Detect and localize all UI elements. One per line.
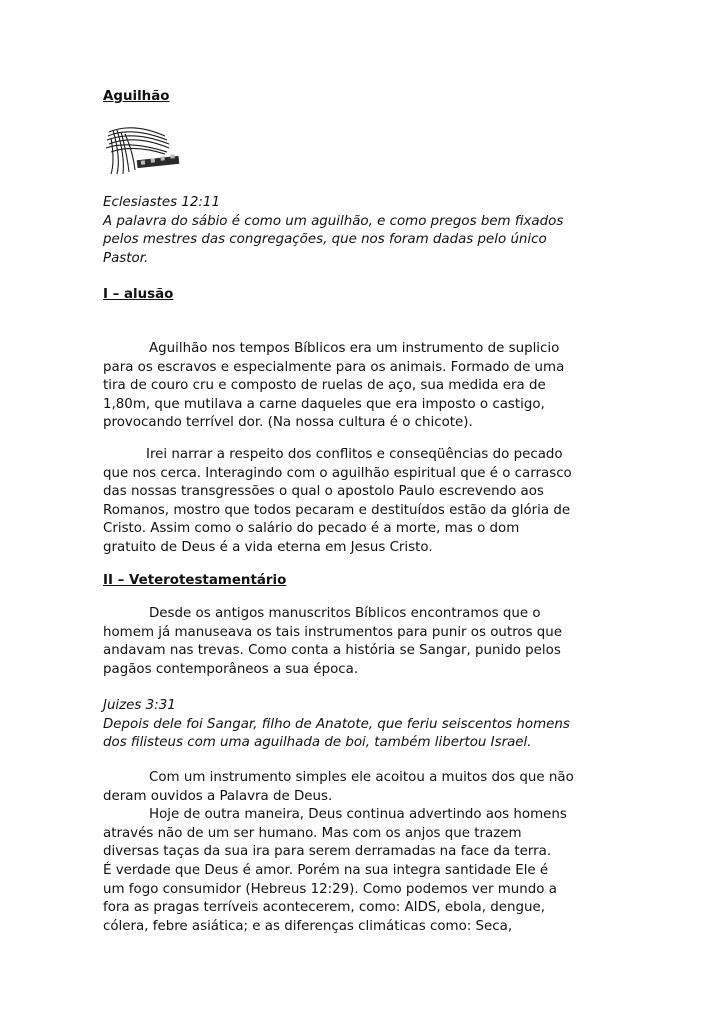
verse-line: pelos mestres das congregações, que nos foram dadas pelo único — [103, 232, 547, 248]
whip-goad-picture — [103, 118, 183, 178]
paragraph-line: Cristo. Assim como o salário do pecado é a morte, mas o dom — [103, 521, 520, 537]
paragraph-line: pagãos contemporâneos a sua época. — [103, 661, 359, 677]
paragraph-line: tira de couro cru e composto de ruelas de aço, sua medida era de — [103, 378, 546, 394]
paragraph — [103, 605, 623, 679]
paragraph-line: através não de um ser humano. Mas com os anjos que trazem — [103, 825, 522, 841]
paragraph-line: diversas taças da sua ira para serem derramadas na face da terra. — [103, 844, 552, 860]
paragraph-line: 1,80m, que mutilava a carne daqueles que era imposto o castigo, — [103, 396, 545, 412]
paragraph-line: homem já manuseava os tais instrumentos para punir os outros que — [103, 624, 563, 640]
paragraph-line: deram ouvidos a Palavra de Deus. — [103, 788, 333, 804]
paragraph-line: Irei narrar a respeito dos conflitos e conseqüências do pecado — [146, 447, 563, 462]
paragraph-line: cólera, febre asiática; e as diferenças climáticas como: Seca, — [103, 918, 513, 934]
verse-line: A palavra do sábio é como um aguilhão, e como pregos bem fixados — [103, 213, 564, 229]
paragraph-line: andavam nas trevas. Como conta a história se Sangar, punido pelos — [103, 643, 561, 659]
page-title: Aguilhão — [103, 89, 170, 104]
paragraph-line: Desde os antigos manuscritos Bíblicos encontramos que o — [149, 606, 541, 621]
verse-line: Depois dele foi Sangar, filho de Anatote, que feriu seiscentos homens — [103, 716, 570, 732]
paragraph-line: Com um instrumento simples ele acoitou a muitos dos que não — [149, 770, 574, 785]
paragraph-line: um fogo consumidor (Hebreus 12:29). Como podemos ver mundo a — [103, 881, 557, 897]
paragraph — [103, 769, 623, 936]
verse-line: dos filisteus com uma aguilhada de boi, também libertou Israel. — [103, 735, 532, 751]
verse-line: Pastor. — [103, 250, 149, 266]
paragraph-line: das nossas transgressões o qual o apostolo Paulo escrevendo aos — [103, 484, 544, 500]
paragraph-line: que nos cerca. Interagindo com o aguilhão espiritual que é o carrasco — [103, 465, 572, 481]
paragraph-line: gratuito de Deus é a vida eterna em Jesus Cristo. — [103, 539, 433, 555]
paragraph-line: Hoje de outra maneira, Deus continua advertindo aos homens — [149, 807, 567, 823]
section-heading-veterotestamentario: II – Veterotestamentário — [103, 573, 287, 588]
paragraph-line: provocando terrível dor. (Na nossa cultura é o chicote). — [103, 415, 473, 431]
verse-juizes — [103, 697, 623, 753]
paragraph-line: fora as pragas terríveis acontecerem, como: AIDS, ebola, dengue, — [103, 900, 545, 916]
paragraph-line: Romanos, mostro que todos pecaram e destituídos estão da glória de — [103, 502, 571, 518]
paragraph — [103, 340, 623, 433]
paragraph — [103, 446, 623, 558]
verse-eclesiastes — [103, 194, 623, 268]
paragraph-line: É verdade que Deus é amor. Porém na sua integra santidade Ele é — [103, 862, 549, 878]
verse-reference: Juizes 3:31 — [103, 698, 176, 713]
verse-reference: Eclesiastes 12:11 — [103, 195, 220, 210]
section-heading-alusao: I – alusão — [103, 287, 174, 302]
paragraph-line: para os escravos e especialmente para os animais. Formado de uma — [103, 359, 565, 375]
paragraph-line: Aguilhão nos tempos Bíblicos era um instrumento de suplicio — [149, 341, 560, 356]
